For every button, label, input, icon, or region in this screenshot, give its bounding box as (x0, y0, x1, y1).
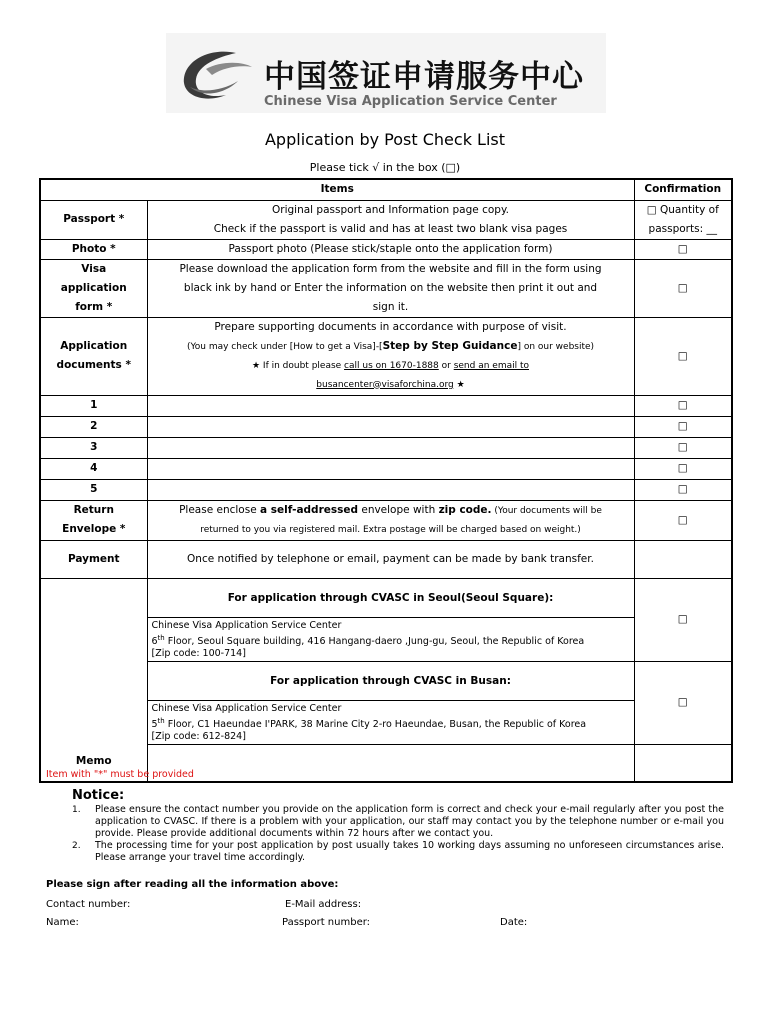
visa-form-label-2: application (60, 281, 127, 294)
seoul-floor-suffix: th (157, 633, 165, 642)
seoul-checkbox[interactable]: □ (634, 578, 732, 661)
row-number-5: 5 (40, 479, 147, 500)
passport-quantity-checkbox[interactable]: □ Quantity of (646, 203, 719, 216)
busan-addr-rest: Floor, C1 Haeundae I'PARK, 38 Marine City 2-ro Haeundae, Busan, the Republic of Korea (164, 718, 587, 730)
doc-entry-5[interactable] (147, 479, 634, 500)
photo-desc: Passport photo (Please stick/staple onto the application form) (147, 239, 634, 259)
memo-label: Memo (40, 578, 147, 782)
date-label[interactable]: Date: (500, 917, 528, 928)
passport-number-label[interactable]: Passport number: (282, 917, 371, 928)
busan-cell (147, 661, 634, 744)
app-docs-line2 (151, 337, 631, 357)
passport-row (40, 200, 732, 239)
visa-form-row (40, 259, 732, 317)
app-docs-desc (147, 317, 634, 395)
email-address-label[interactable]: E-Mail address: (285, 899, 362, 910)
numbered-row-5 (40, 479, 732, 500)
return-envelope-checkbox[interactable]: □ (634, 500, 732, 540)
visa-form-line1: Please download the application form from the website and fill in the form using (179, 262, 602, 275)
seoul-addr-rest: Floor, Seoul Square building, 416 Hangang-daero ,Jung-gu, Seoul, the Republic of Korea (164, 635, 585, 647)
return-envelope-row (40, 500, 732, 540)
numbered-row-1 (40, 395, 732, 416)
return-envelope-label (40, 500, 147, 540)
doc-checkbox-1[interactable]: □ (634, 395, 732, 416)
payment-label: Payment (40, 540, 147, 578)
visa-form-desc (147, 259, 634, 317)
app-docs-line3c: or (438, 360, 454, 371)
payment-row (40, 540, 732, 578)
page-subtitle: Please tick √ in the box (□) (309, 161, 461, 174)
memo-field[interactable] (147, 744, 634, 782)
app-docs-line4 (151, 376, 631, 395)
doc-checkbox-4[interactable]: □ (634, 458, 732, 479)
page-title: Application by Post Check List (264, 130, 506, 149)
notice-text-1: Please ensure the contact number you provide on the application form is correct and check your e-mail regularly after you post the application to CVASC. If there is a problem with your application, our staff may contact you by the telephone number or e-mail you provide. Please provide additional documents within 72 hours after we contact you. (95, 804, 724, 839)
passport-quantity-field[interactable]: passports: __ (648, 222, 717, 235)
passport-desc (147, 200, 634, 239)
star-icon: ★ (453, 379, 465, 390)
step-guidance-text: Step by Step Guidance (382, 339, 518, 352)
return-line1c: envelope with (358, 503, 439, 516)
return-line1b: a self-addressed (260, 503, 359, 516)
busan-addr-line1: Chinese Visa Application Service Center (151, 702, 342, 714)
doc-checkbox-3[interactable]: □ (634, 437, 732, 458)
notice-text-2: The processing time for your post application by post usually takes 10 working days assuming no unforeseen circumstances arise. Please arrange your travel time accordingly. (95, 840, 724, 863)
app-docs-checkbox[interactable]: □ (634, 317, 732, 395)
passport-confirm[interactable] (634, 200, 732, 239)
return-envelope-desc (147, 500, 634, 540)
call-link[interactable]: call us on 1670-1888 (344, 360, 439, 371)
numbered-row-3 (40, 437, 732, 458)
visa-form-label-1: Visa (81, 262, 107, 275)
notice-list (72, 804, 724, 864)
doc-checkbox-2[interactable]: □ (634, 416, 732, 437)
return-line1d: zip code. (438, 503, 492, 516)
row-number-3: 3 (40, 437, 147, 458)
app-docs-label (40, 317, 147, 395)
return-line1a: Please enclose (179, 503, 260, 516)
seoul-addr-line1: Chinese Visa Application Service Center (151, 619, 342, 631)
visa-form-label (40, 259, 147, 317)
doc-entry-3[interactable] (147, 437, 634, 458)
app-docs-line3a: ★ If in doubt please (251, 360, 345, 371)
numbered-row-2 (40, 416, 732, 437)
app-docs-line2a: (You may check under [How to get a Visa]-[ (186, 341, 383, 352)
busan-checkbox[interactable]: □ (634, 661, 732, 744)
photo-row (40, 239, 732, 259)
seoul-floor-number: 6 (151, 635, 158, 647)
logo (166, 33, 606, 113)
doc-entry-4[interactable] (147, 458, 634, 479)
row-number-1: 1 (40, 395, 147, 416)
return-envelope-line2: returned to you via registered mail. Extra postage will be charged based on weight.) (200, 524, 581, 535)
photo-checkbox[interactable]: □ (634, 239, 732, 259)
visa-form-checkbox[interactable]: □ (634, 259, 732, 317)
visa-form-line2: black ink by hand or Enter the information on the website then print it out and (183, 281, 598, 294)
contact-number-label[interactable]: Contact number: (46, 899, 131, 910)
app-docs-row (40, 317, 732, 395)
busan-address (148, 700, 634, 744)
required-note: Item with "*" must be provided (46, 769, 194, 780)
passport-line1: Original passport and Information page copy. (271, 203, 509, 216)
email-link[interactable]: send an email to (453, 360, 530, 371)
return-envelope-label-1: Return (73, 504, 114, 516)
app-docs-line2c: ] on our website) (517, 341, 595, 352)
notice-num-2: 2. (72, 841, 81, 851)
payment-confirm (634, 540, 732, 578)
memo-confirm (634, 744, 732, 782)
notice-num-1: 1. (72, 805, 81, 815)
busan-floor-number: 5 (151, 718, 158, 730)
return-envelope-line1 (151, 501, 631, 521)
app-docs-label-1: Application (60, 340, 128, 352)
visa-form-line3: sign it. (372, 300, 409, 313)
doc-entry-1[interactable] (147, 395, 634, 416)
photo-label: Photo * (40, 239, 147, 259)
passport-label: Passport * (40, 200, 147, 239)
name-label[interactable]: Name: (46, 917, 79, 928)
sign-heading: Please sign after reading all the information above: (46, 879, 339, 890)
passport-line2: Check if the passport is valid and has at least two blank visa pages (213, 222, 568, 235)
app-docs-line3 (151, 357, 631, 376)
seoul-addr-line2 (152, 632, 630, 648)
busan-addr-line2 (152, 715, 630, 731)
seoul-cell (147, 578, 634, 661)
busan-floor-suffix: th (157, 716, 165, 725)
logo-english-text: Chinese Visa Application Service Center (264, 94, 557, 109)
header-items: Items (40, 179, 634, 200)
seoul-address (148, 617, 634, 661)
notice-item-1 (72, 804, 724, 840)
header-confirmation: Confirmation (634, 179, 732, 200)
seoul-title: For application through CVASC in Seoul(Seoul Square): (227, 591, 554, 604)
visa-form-label-3: form * (75, 300, 113, 313)
doc-checkbox-5[interactable]: □ (634, 479, 732, 500)
row-number-2: 2 (40, 416, 147, 437)
notice-item-2 (72, 840, 724, 864)
app-docs-line1: Prepare supporting documents in accordance with purpose of visit. (214, 320, 567, 333)
header-row (40, 179, 732, 200)
logo-swoosh-icon (176, 47, 256, 103)
logo-chinese-text: 中国签证申请服务中心 (264, 59, 584, 95)
doc-entry-2[interactable] (147, 416, 634, 437)
app-docs-label-2: documents * (56, 359, 131, 371)
return-envelope-label-2: Envelope * (62, 523, 126, 535)
checklist-table (39, 178, 733, 783)
busan-title: For application through CVASC in Busan: (270, 674, 511, 687)
numbered-row-4 (40, 458, 732, 479)
email-address-link[interactable]: busancenter@visaforchina.org (316, 379, 454, 390)
row-number-4: 4 (40, 458, 147, 479)
return-line1e: (Your documents will be (491, 505, 602, 516)
busan-addr-line3: [Zip code: 612-824] (151, 730, 246, 742)
seoul-addr-line3: [Zip code: 100-714] (151, 647, 246, 659)
notice-heading: Notice: (72, 788, 125, 803)
payment-desc: Once notified by telephone or email, payment can be made by bank transfer. (147, 540, 634, 578)
seoul-row (40, 578, 732, 661)
